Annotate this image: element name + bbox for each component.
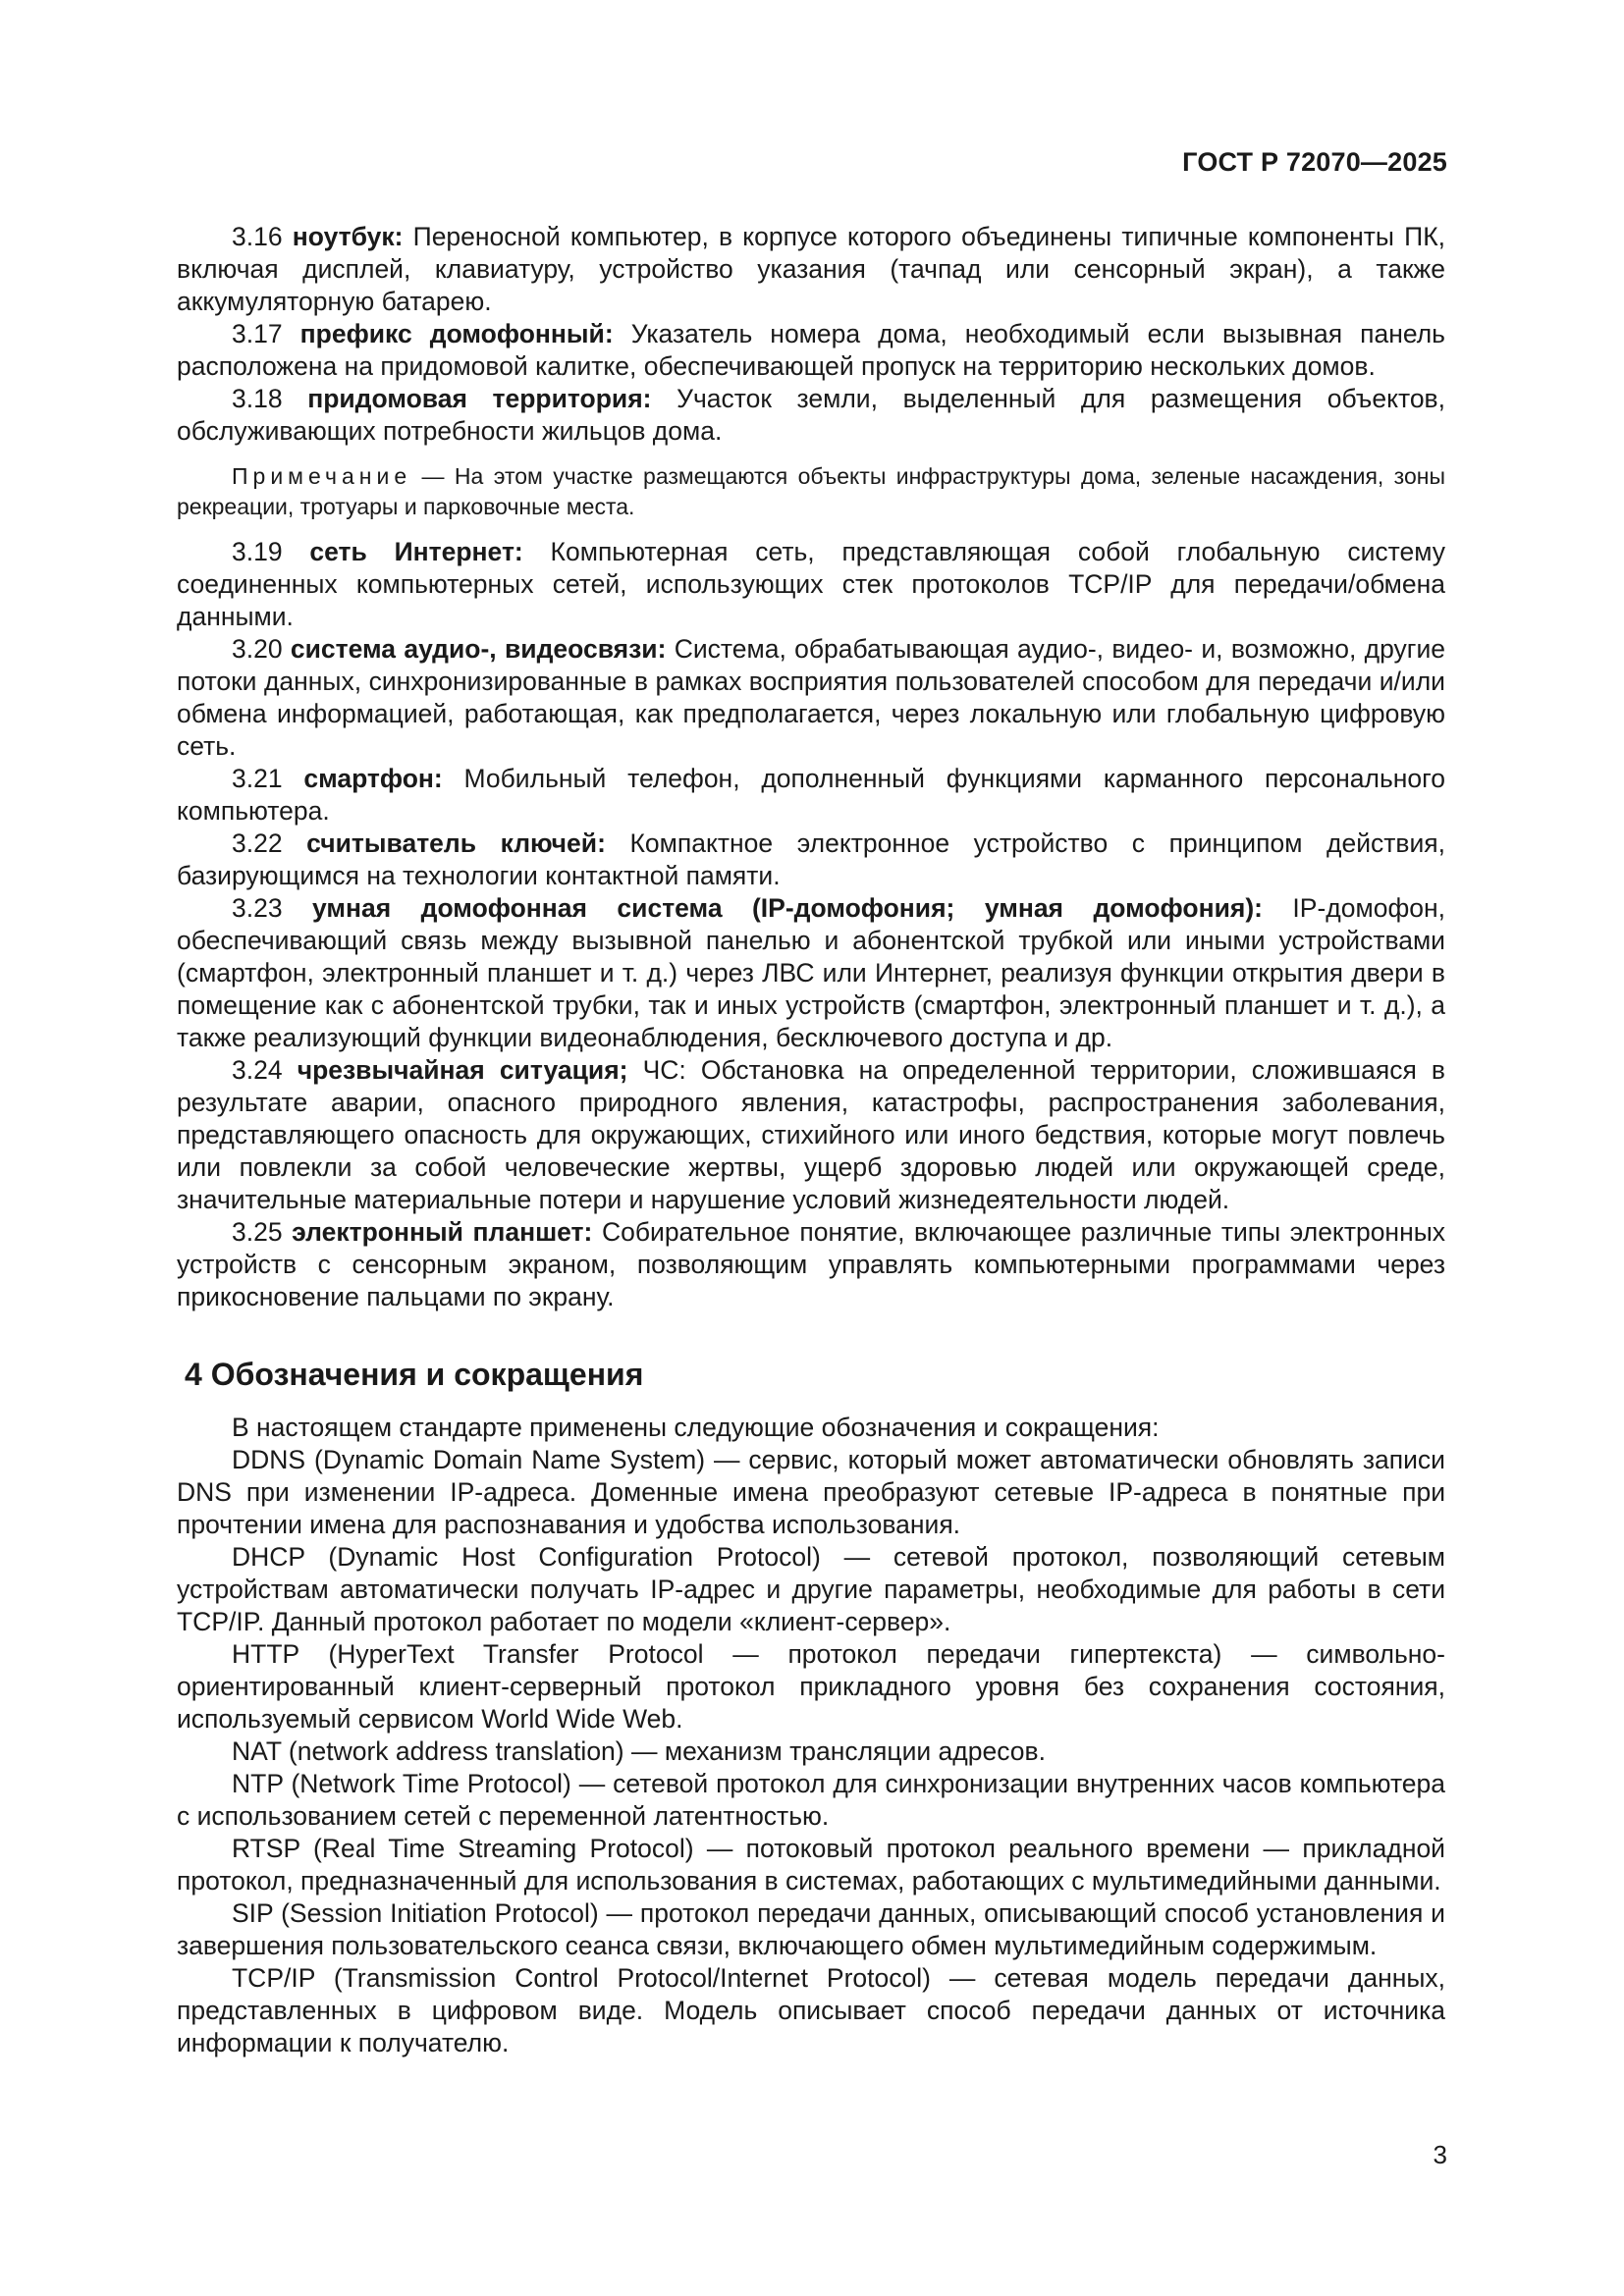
term-number: 3.23 bbox=[232, 893, 283, 923]
term-definition: ЧС: Обстановка на определенной территории, сложившаяся в результате аварии, опасного природного явления, катастрофы, распространения заболевания, представляющего опасность для окружающих, стихийного или иного бедствия, которые могут повлечь или повлекли за собой человеческие жертвы, ущерб здоровью людей или окружающей среде, значительные материальные потери и нарушение условий жизнедеятельности людей. bbox=[177, 1055, 1445, 1214]
term-name: смартфон: bbox=[303, 764, 443, 793]
term-number: 3.17 bbox=[232, 319, 283, 348]
term-number: 3.18 bbox=[232, 384, 283, 413]
note-label: Примечание bbox=[232, 463, 412, 489]
note bbox=[177, 461, 1445, 522]
term-entry-3-21 bbox=[177, 763, 1445, 828]
term-number: 3.21 bbox=[232, 764, 283, 793]
note-text: — На этом участке размещаются объекты инфраструктуры дома, зеленые насаждения, зоны рекреации, тротуары и парковочные места. bbox=[177, 463, 1445, 519]
term-name: придомовая территория: bbox=[307, 384, 652, 413]
page-number: 3 bbox=[1433, 2140, 1447, 2169]
term-definition: Компактное электронное устройство с принципом действия, базирующимся на технологии контактной памяти. bbox=[177, 828, 1445, 890]
abbreviation-sip: SIP (Session Initiation Protocol) — протокол передачи данных, описывающий способ установления и завершения пользовательского сеанса связи, включающего обмен мультимедийным содержимым. bbox=[177, 1898, 1445, 1960]
section-title: 4 Обозначения и сокращения bbox=[185, 1357, 644, 1392]
term-name: электронный планшет: bbox=[292, 1217, 593, 1247]
term-entry-3-19 bbox=[177, 536, 1445, 633]
term-entry-3-24 bbox=[177, 1054, 1445, 1216]
term-number: 3.20 bbox=[232, 634, 283, 664]
term-definition: Переносной компьютер, в корпусе которого объединены типичные компоненты ПК, включая дисплей, клавиатуру, устройство указания (тачпад или сенсорный экран), а также аккумуляторную батарею. bbox=[177, 222, 1445, 316]
term-entry-3-18 bbox=[177, 383, 1445, 448]
term-name: префикс домофонный: bbox=[299, 319, 614, 348]
abbreviation-nat: NAT (network address translation) — механизм трансляции адресов. bbox=[232, 1736, 1046, 1766]
term-name: умная домофонная система (IP-домофония; умная домофония): bbox=[312, 893, 1263, 923]
term-name: чрезвычайная ситуация; bbox=[297, 1055, 628, 1085]
term-entry-3-22 bbox=[177, 828, 1445, 892]
term-definition: IP-домофон, обеспечивающий связь между вызывной панелью и абонентской трубкой или иными устройствами (смартфон, электронный планшет и т. д.) через ЛВС или Интернет, реализуя функции открытия двери в помещение как с абонентской трубки, так и иных устройств (смартфон, электронный планшет и т. д.), а также реализующий функции видеонаблюдения, бесключевого доступа и др. bbox=[177, 893, 1445, 1052]
term-definition: Система, обрабатывающая аудио-, видео- и, возможно, другие потоки данных, синхронизированные в рамках восприятия пользователей способом для передачи и/или обмена информацией, работающая, как предполагается, через локальную или глобальную цифровую сеть. bbox=[177, 634, 1445, 761]
term-name: система аудио-, видеосвязи: bbox=[290, 634, 667, 664]
term-number: 3.24 bbox=[232, 1055, 283, 1085]
page-content bbox=[177, 221, 1445, 2059]
term-entry-3-23 bbox=[177, 892, 1445, 1054]
term-entry-3-25 bbox=[177, 1216, 1445, 1313]
term-entry-3-16 bbox=[177, 221, 1445, 318]
abbreviation-rtsp: RTSP (Real Time Streaming Protocol) — потоковый протокол реального времени — прикладной протокол, предназначенный для использования в системах, работающих с мультимедийными данными. bbox=[177, 1834, 1445, 1896]
term-definition: Собирательное понятие, включающее различные типы электронных устройств с сенсорным экраном, позволяющим управлять компьютерными программами через прикосновение пальцами по экрану. bbox=[177, 1217, 1445, 1311]
abbreviation-ddns: DDNS (Dynamic Domain Name System) — сервис, который может автоматически обновлять записи DNS при изменении IP-адреса. Доменные имена преобразуют сетевые IP-адреса в понятные при прочтении имена для распознавания и удобства использования. bbox=[177, 1445, 1445, 1539]
term-name: сеть Интернет: bbox=[309, 537, 523, 566]
term-entry-3-20 bbox=[177, 633, 1445, 763]
term-name: считыватель ключей: bbox=[306, 828, 606, 858]
abbreviation-http: HTTP (HyperText Transfer Protocol — протокол передачи гипертекста) — символьно-ориентированный клиент-серверный протокол прикладного уровня без сохранения состояния, используемый сервисом World Wide Web. bbox=[177, 1639, 1445, 1734]
term-definition: Компьютерная сеть, представляющая собой глобальную систему соединенных компьютерных сетей, использующих стек протоколов TCP/IP для передачи/обмена данными. bbox=[177, 537, 1445, 631]
term-number: 3.19 bbox=[232, 537, 283, 566]
section-intro: В настоящем стандарте применены следующие обозначения и сокращения: bbox=[232, 1413, 1160, 1442]
term-definition: Указатель номера дома, необходимый если вызывная панель расположена на придомовой калитке, обеспечивающей пропуск на территорию нескольких домов. bbox=[177, 319, 1445, 381]
abbreviation-ntp: NTP (Network Time Protocol) — сетевой протокол для синхронизации внутренних часов компьютера с использованием сетей с переменной латентностью. bbox=[177, 1769, 1445, 1831]
abbreviation-tcp-ip: TCP/IP (Transmission Control Protocol/Internet Protocol) — сетевая модель передачи данных, представленных в цифровом виде. Модель описывает способ передачи данных от источника информации к получателю. bbox=[177, 1963, 1445, 2057]
term-name: ноутбук: bbox=[292, 222, 404, 251]
term-number: 3.25 bbox=[232, 1217, 283, 1247]
term-definition: Участок земли, выделенный для размещения объектов, обслуживающих потребности жильцов дома. bbox=[177, 384, 1445, 446]
abbreviation-dhcp: DHCP (Dynamic Host Configuration Protocol) — сетевой протокол, позволяющий сетевым устройствам автоматически получать IP-адрес и другие параметры, необходимые для работы в сети TCP/IP. Данный протокол работает по модели «клиент-сервер». bbox=[177, 1542, 1445, 1636]
term-definition: Мобильный телефон, дополненный функциями карманного персонального компьютера. bbox=[177, 764, 1445, 826]
term-number: 3.22 bbox=[232, 828, 283, 858]
standard-id: ГОСТ Р 72070—2025 bbox=[1182, 147, 1447, 177]
term-number: 3.16 bbox=[232, 222, 283, 251]
term-entry-3-17 bbox=[177, 318, 1445, 383]
